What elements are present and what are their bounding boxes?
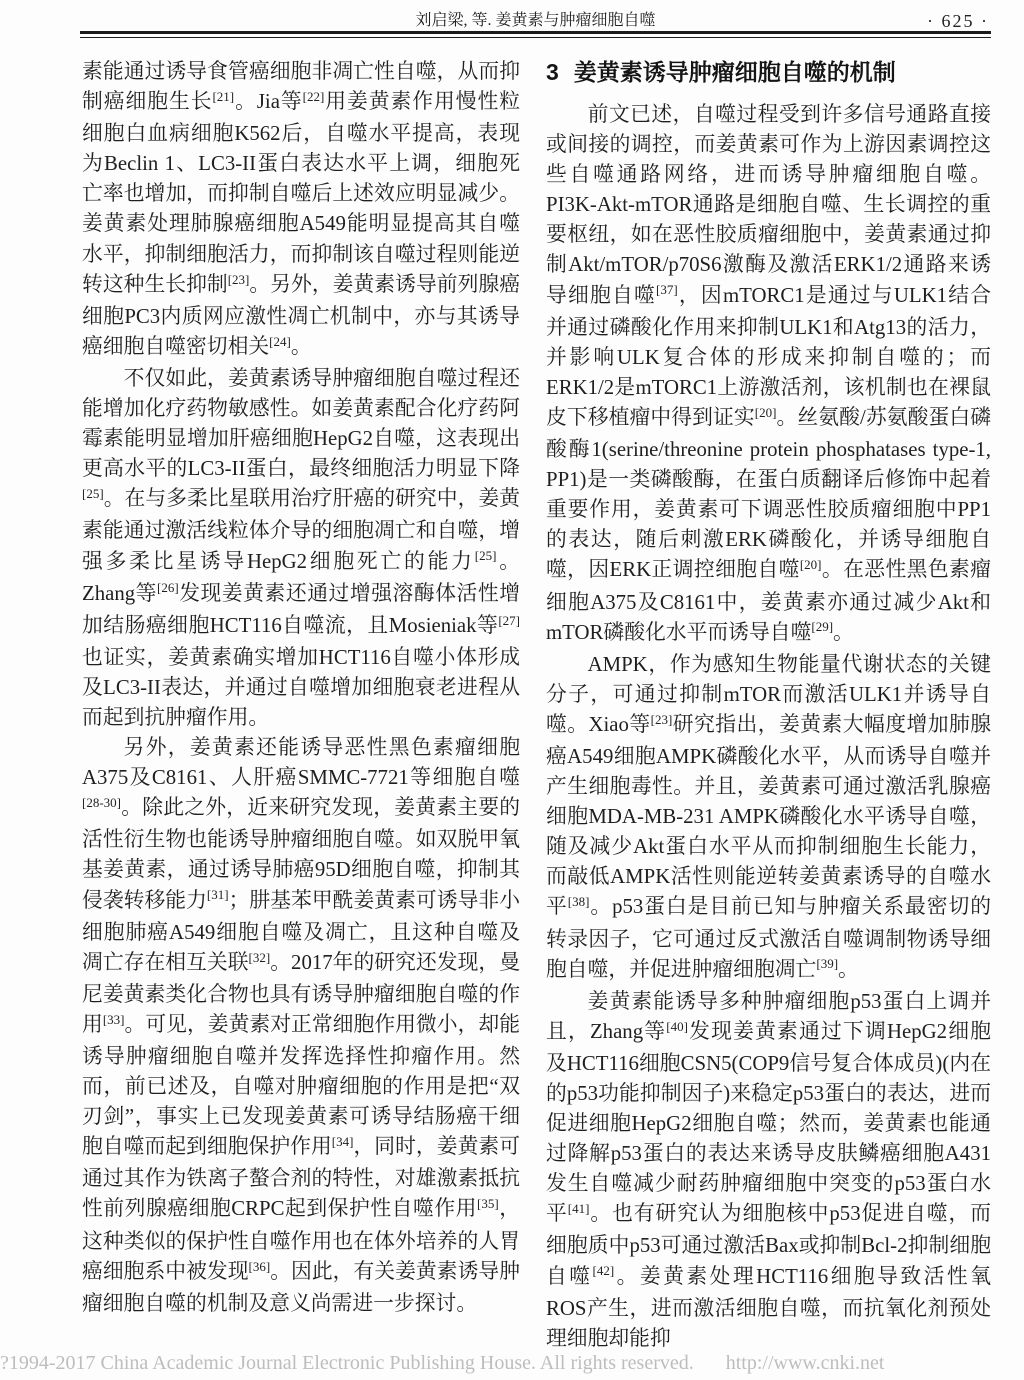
footer bbox=[0, 1351, 884, 1375]
reference-marker: [39] bbox=[816, 956, 839, 972]
reference-marker: [23] bbox=[650, 711, 673, 727]
footer-url: http://www.cnki.net bbox=[725, 1352, 885, 1374]
right-column-paragraphs bbox=[546, 100, 991, 1354]
reference-marker: [25] bbox=[82, 486, 104, 502]
reference-marker: [22] bbox=[302, 88, 325, 104]
reference-marker: [26] bbox=[157, 580, 179, 596]
reference-marker: [37] bbox=[656, 282, 678, 298]
reference-marker: [42] bbox=[592, 1263, 615, 1279]
reference-marker: [32] bbox=[248, 949, 271, 965]
running-title: 刘启梁, 等. 姜黄素与肿瘤细胞自噬 bbox=[415, 12, 656, 29]
section-heading bbox=[546, 57, 991, 87]
section-title: 姜黄素诱导肿瘤细胞自噬的机制 bbox=[573, 59, 896, 85]
paragraph: 另外，姜黄素还能诱导恶性黑色素瘤细胞A375及C8161、人肝癌SMMC-7721等细胞自噬[28-30]。除此之外，近来研究发现，姜黄素主要的活性衍生物也能诱导肿瘤细胞自噬。如双脱甲氧基姜黄素，通过诱导肺癌95D细胞自噬，抑制其侵袭转移能力[31]；肼基苯甲酰姜黄素可诱导非小细胞肺癌A549细胞自噬及凋亡，且这种自噬及凋亡存在相互关联[32]。2017年的研究还发现，曼尼姜黄素类化合物也具有诱导肿瘤细胞自噬的作用[33]。可见，姜黄素对正常细胞作用微小，却能诱导肿瘤细胞自噬并发挥选择性抑瘤作用。然而，前已述及，自噬对肿瘤细胞的作用是把“双刃剑”，事实上已发现姜黄素可诱导结肠癌干细胞自噬而起到细胞保护作用[34]，同时，姜黄素可通过其作为铁离子螯合剂的特性，对雄激素抵抗性前列腺癌细胞CRPC起到保护性自噬作用[35]，这种类似的保护性自噬作用也在体外培养的人胃癌细胞系中被发现[36]。因此，有关姜黄素诱导肿瘤细胞自噬的机制及意义尚需进一步探讨。 bbox=[82, 736, 521, 1315]
section-number: 3 bbox=[546, 59, 559, 85]
reference-marker: [20] bbox=[754, 404, 777, 420]
paragraph: 不仅如此，姜黄素诱导肿瘤细胞自噬过程还能增加化疗药物敏感性。如姜黄素配合化疗药阿霉素能明显增加肝癌细胞HepG2自噬，这表现出更高水平的LC3-II蛋白，最终细胞活力明显下降[25]。在与多柔比星联用治疗肝癌的研究中，姜黄素能通过激活线粒体介导的细胞凋亡和自噬，增强多柔比星诱导HepG2细胞死亡的能力[25]。Zhang等[26]发现姜黄素还通过增强溶酶体活性增加结肠癌细胞HCT116自噬流，且Mosieniak等[27]也证实，姜黄素确实增加HCT116自噬小体形成及LC3-II表达，并通过自噬增加细胞衰老进程从而起到抗肿瘤作用。 bbox=[82, 366, 520, 729]
page-number: · 625 · bbox=[927, 11, 989, 31]
reference-marker: [33] bbox=[102, 1011, 125, 1027]
right-column bbox=[546, 57, 991, 1354]
reference-marker: [31] bbox=[206, 887, 229, 903]
reference-marker: [24] bbox=[269, 333, 291, 349]
reference-marker: [34] bbox=[331, 1134, 354, 1150]
paragraph: 姜黄素能诱导多种肿瘤细胞p53蛋白上调并且，Zhang等[40]发现姜黄素通过下调HepG2细胞及HCT116细胞CSN5(COP9信号复合体成员)(内在的p53功能抑制因子)来稳定p53蛋白的表达，进而促进细胞HepG2细胞自噬；然而，姜黄素也能通过降解p53蛋白的表达来诱导皮肤鳞癌细胞A431发生自噬减少耐药肿瘤细胞中突变的p53蛋白水平[41]。也有研究认为细胞核中p53促进自噬，而细胞质中p53可通过激活Bax或抑制Bcl-2抑制细胞自噬[42]。姜黄素处理HCT116细胞导致活性氧ROS产生，进而激活细胞自噬，而抗氧化剂预处理细胞却能抑 bbox=[546, 989, 991, 1350]
paragraph: 素能通过诱导食管癌细胞非凋亡性自噬，从而抑制癌细胞生长[21]。Jia等[22]用姜黄素作用慢性粒细胞白血病细胞K562后，自噬水平提高，表现为Beclin 1、LC3-II蛋白表达水平上调，细胞死亡率也增加，而抑制自噬后上述效应明显减少。姜黄素处理肺腺癌细胞A549能明显提高其自噬水平，抑制细胞活力，而抑制该自噬过程则能逆转这种生长抑制[23]。另外，姜黄素诱导前列腺癌细胞PC3内质网应激性凋亡机制中，亦与其诱导癌细胞自噬密切相关[24]。 bbox=[82, 60, 521, 358]
reference-marker: [41] bbox=[567, 1201, 590, 1217]
reference-marker: [29] bbox=[811, 619, 834, 635]
reference-marker: [21] bbox=[212, 88, 235, 104]
header-rule bbox=[80, 31, 991, 38]
reference-marker: [27] bbox=[498, 612, 520, 628]
footer-copyright: ?1994-2017 China Academic Journal Electronic Publishing House. All rights reserved. bbox=[0, 1352, 694, 1374]
reference-marker: [40] bbox=[666, 1018, 688, 1034]
reference-marker: [38] bbox=[567, 894, 590, 910]
paragraph: AMPK，作为感知生物能量代谢状态的关键分子，可通过抑制mTOR而激活ULK1并诱导自噬。Xiao等[23]研究指出，姜黄素大幅度增加肺腺癌A549细胞AMPK磷酸化水平，从而诱导自噬并产生细胞毒性。并且，姜黄素可通过激活乳腺癌细胞MDA-MB-231 AMPK磷酸化水平诱导自噬，随及减少Akt蛋白水平从而抑制细胞生长能力，而敲低AMPK活性则能逆转姜黄素诱导的自噬水平[38]。p53蛋白是目前已知与肿瘤关系最密切的转录因子，它可通过反式激活自噬调制物诱导细胞自噬，并促进肿瘤细胞凋亡[39]。 bbox=[546, 652, 991, 981]
reference-marker: [23] bbox=[227, 271, 250, 287]
reference-marker: [28-30] bbox=[82, 795, 121, 811]
left-column bbox=[82, 57, 520, 1319]
article-body bbox=[82, 57, 991, 1354]
reference-marker: [35] bbox=[477, 1196, 499, 1212]
reference-marker: [36] bbox=[248, 1258, 271, 1274]
reference-marker: [25] bbox=[474, 548, 497, 564]
paragraph: 前文已述，自噬过程受到许多信号通路直接或间接的调控，而姜黄素可作为上游因素调控这些自噬通路网络，进而诱导肿瘤细胞自噬。PI3K-Akt-mTOR通路是细胞自噬、生长调控的重要枢纽，如在恶性胶质瘤细胞中，姜黄素通过抑制Akt/mTOR/p70S6激酶及激活ERK1/2通路来诱导细胞自噬[37]，因mTORC1是通过与ULK1结合并通过磷酸化作用来抑制ULK1和Atg13的活力，并影响ULK复合体的形成来抑制自噬的；而ERK1/2是mTORC1上游激活剂，该机制也在裸鼠皮下移植瘤中得到证实[20]。丝氨酸/苏氨酸蛋白磷酸酶1(serine/threonine protein phosphatases type-1, PP1)是一类磷酸酶，在蛋白质翻译后修饰中起着重要作用，姜黄素可下调恶性胶质瘤细胞中PP1的表达，随后刺激ERK磷酸化，并诱导细胞自噬，因ERK正调控细胞自噬[20]。在恶性黑色素瘤细胞A375及C8161中，姜黄素亦通过减少Akt和mTOR磷酸化水平而诱导自噬[29]。 bbox=[546, 103, 992, 644]
reference-marker: [20] bbox=[799, 557, 822, 573]
